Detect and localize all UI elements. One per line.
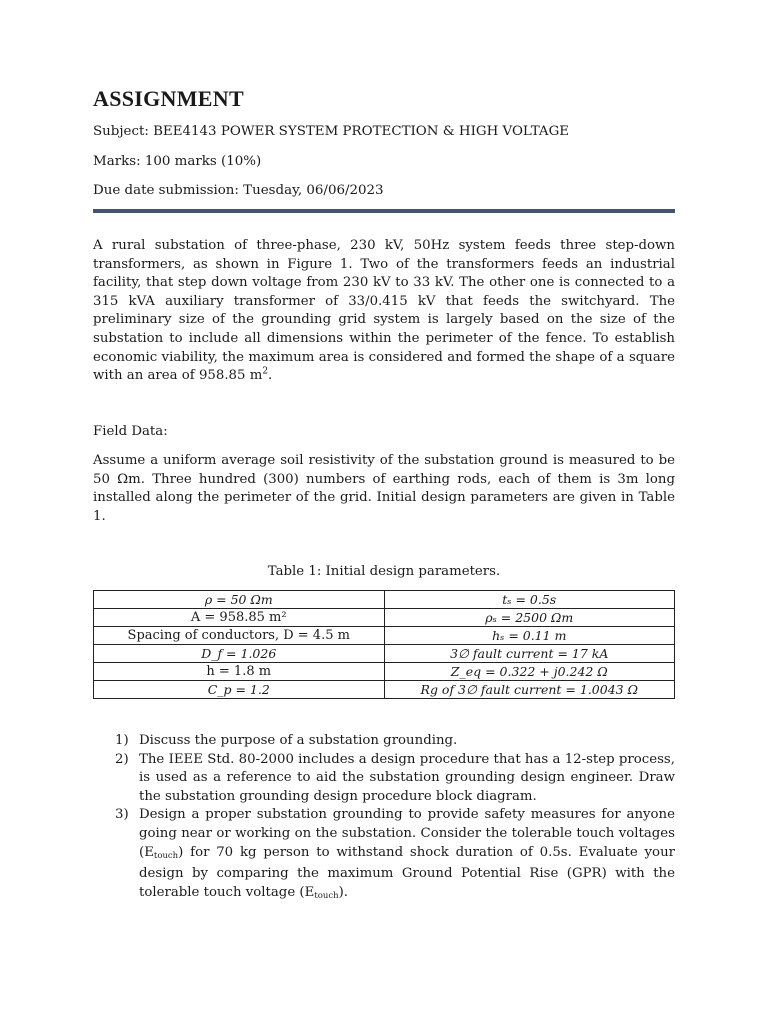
table-row [94,681,675,699]
task-text: Design a proper substation grounding to provide safety measures for anyone going near or working on the substation. Consider the tolerable touch voltages (E [139,807,675,860]
page-title: ASSIGNMENT [93,86,244,111]
table-row [94,591,675,609]
task-text: The IEEE Std. 80-2000 includes a design procedure that has a 12-step process, is used as a reference to aid the substation grounding design engineer. Draw the substation grounding design procedure block diagram. [139,751,675,804]
table-cell: hₛ = 0.11 m [384,627,675,645]
task-text: ) for 70 kg person to withstand shock duration of 0.5s. Evaluate your design by comparing the maximum Ground Potential Rise (GPR) with the tolerable touch voltage (E [139,844,675,900]
task-number: 3) [115,807,129,823]
table-cell: ρ = 50 Ωm [94,591,385,609]
table-row [94,627,675,645]
table-row [94,609,675,627]
subject-line: Subject: BEE4143 POWER SYSTEM PROTECTION & HIGH VOLTAGE [93,124,570,139]
table-cell: 3∅ fault current = 17 kA [384,645,675,663]
subscript-touch: touch [314,890,339,901]
task-text: Discuss the purpose of a substation grounding. [139,733,458,748]
table-cell: Rg of 3∅ fault current = 1.0043 Ω [384,681,675,699]
table-cell: tₛ = 0.5s [384,591,675,609]
task-list [93,732,675,905]
table-cell: h = 1.8 m [94,663,385,681]
task-number: 1) [115,733,129,748]
header-divider [93,209,675,213]
intro-text: A rural substation of three-phase, 230 kV, 50Hz system feeds three step-down transformers, as shown in Figure 1. Two of the transformers feeds an industrial facility, that step down voltage from 230 kV to 33 kV. The other one is connected to a 315 kVA auxiliary transformer of 33/0.415 kV that feeds the switchyard. The preliminary size of the grounding grid system is largely based on the size of the substation to include all dimensions within the perimeter of the fence. To establish economic viability, the maximum area is considered and formed the shape of a square with an area of 958.85 m [93,238,675,384]
task-number: 2) [115,751,129,767]
design-parameters-table [93,590,675,699]
table-cell: Z_eq = 0.322 + j0.242 Ω [384,663,675,681]
field-data-paragraph: Assume a uniform average soil resistivity of the substation ground is measured to be 50 Ωm. Three hundred (300) numbers of earthing rods, each of them is 3m long installed along the perimeter of the grid. Initial design parameters are given in Table 1. [93,453,675,524]
task-text: ). [338,884,348,900]
intro-paragraph [93,237,675,386]
field-data-heading: Field Data: [93,424,168,439]
intro-end: . [268,368,273,384]
marks-line: Marks: 100 marks (10%) [93,154,262,169]
task-item [93,732,675,751]
table-cell: C_p = 1.2 [94,681,385,699]
table-cell: A = 958.85 m² [94,609,385,627]
table-caption: Table 1: Initial design parameters. [267,564,501,579]
table-cell: ρₛ = 2500 Ωm [384,609,675,627]
intro-superscript: 2 [262,366,269,377]
subscript-touch: touch [153,850,179,861]
due-date-line: Due date submission: Tuesday, 06/06/2023 [93,183,384,198]
table-row [94,645,675,663]
task-item [93,806,675,905]
table-row [94,663,675,681]
task-item [93,751,675,807]
table-cell: Spacing of conductors, D = 4.5 m [94,627,385,645]
table-cell: D_f = 1.026 [94,645,385,663]
